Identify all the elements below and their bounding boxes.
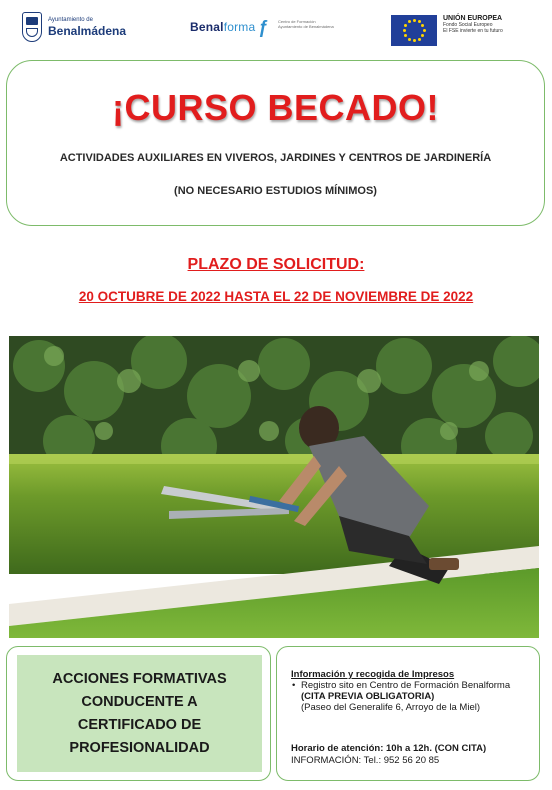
- benalforma-name-part2: forma: [223, 20, 256, 34]
- course-title-box: [6, 60, 545, 226]
- info-list: [292, 680, 531, 713]
- acciones-panel: [17, 655, 262, 772]
- acciones-line3: CERTIFICADO DE: [77, 716, 202, 733]
- course-requirement: (NO NECESARIO ESTUDIOS MÍNIMOS): [174, 185, 377, 197]
- horario-bold: Horario de atención: 10h a 12h. (CON CITA): [291, 743, 487, 754]
- benalforma-logo: [190, 17, 334, 37]
- address-text: (Paseo del Generalife 6, Arroyo de la Miel): [301, 702, 481, 713]
- plazo-dates: 20 OCTUBRE DE 2022 HASTA EL 22 DE NOVIEMBRE DE 2022: [78, 289, 474, 304]
- eu-star-icon: [403, 29, 406, 32]
- acciones-line2: CONDUCENTE A: [81, 693, 198, 710]
- benalforma-f-icon: ƒ: [258, 17, 269, 37]
- acciones-box: [6, 646, 271, 781]
- eu-logo: [391, 15, 503, 46]
- gardener-photo: [9, 336, 539, 638]
- bullet-icon: •: [292, 680, 296, 691]
- benalforma-name-part1: Benal: [190, 20, 224, 34]
- info-title: Información y recogida de Impresos: [291, 669, 455, 680]
- benalforma-subtitle: Centro de Formación Ayuntamiento de Benalmádena: [278, 19, 334, 29]
- horario-text: [291, 743, 486, 754]
- telefono-text: INFORMACIÓN: Tel.: 952 56 20 85: [291, 755, 440, 766]
- eu-star-icon: [421, 24, 424, 27]
- eu-star-icon: [408, 38, 411, 41]
- header-logos: [0, 6, 552, 46]
- acciones-line1: ACCIONES FORMATIVAS: [52, 670, 227, 687]
- gardener-trimming-hedge-image: [9, 336, 539, 638]
- eu-star-icon: [404, 24, 407, 27]
- eu-title: UNIÓN EUROPEA: [443, 15, 503, 22]
- plazo-label: PLAZO DE SOLICITUD:: [187, 256, 365, 273]
- eu-flag-icon: [391, 15, 437, 46]
- registro-bold-text: (CITA PREVIA OBLIGATORIA): [301, 691, 435, 702]
- ayuntamiento-name: Benalmádena: [48, 24, 127, 38]
- eu-star-icon: [408, 20, 411, 23]
- acciones-line4: PROFESIONALIDAD: [69, 739, 210, 756]
- eu-star-icon: [421, 34, 424, 37]
- eu-line1: Fondo Social Europeo: [443, 22, 493, 29]
- ayuntamiento-small-label: Ayuntamiento de: [48, 17, 93, 23]
- eu-star-icon: [418, 20, 421, 23]
- ayuntamiento-logo: [22, 10, 126, 44]
- course-name: ACTIVIDADES AUXILIARES EN VIVEROS, JARDINES Y CENTROS DE JARDINERÍA: [59, 152, 492, 164]
- eu-line2: El FSE invierte en tu futuro: [443, 27, 503, 34]
- eu-star-icon: [413, 39, 416, 42]
- eu-star-icon: [404, 34, 407, 37]
- eu-star-icon: [423, 29, 426, 32]
- coat-of-arms-icon: [22, 12, 42, 42]
- eu-star-icon: [413, 19, 416, 22]
- eu-star-icon: [418, 38, 421, 41]
- info-box: [276, 646, 540, 781]
- registro-text: Registro sito en Centro de Formación Benalforma: [301, 680, 511, 691]
- page-title: ¡CURSO BECADO!: [112, 87, 439, 128]
